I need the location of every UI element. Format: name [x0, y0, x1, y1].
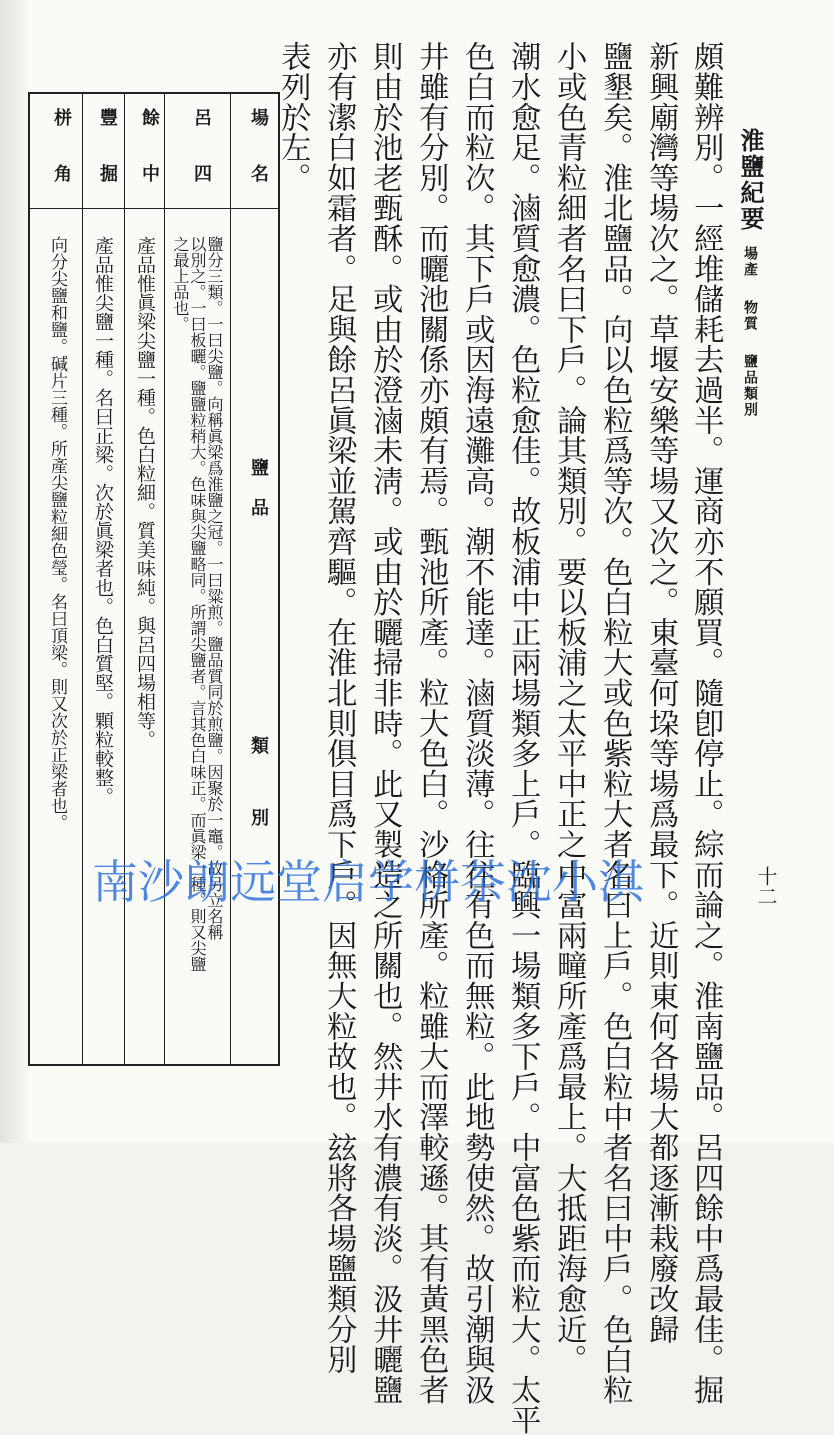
watermark-text: 南沙朗远堂启学栟茶沈小淇	[92, 855, 644, 909]
body-column-6: 色白而粒次。其下戶或因海遠灘高。潮不能達。滷質淡薄。往往有色而無粒。此地勢使然。故引潮與汲	[459, 41, 495, 1405]
body-column-2: 新興廟灣等場次之。草堰安樂等場又次之。東臺何垜等場爲最下。近則東何各場大都逐漸栽廢改歸	[643, 41, 679, 1344]
table-header-category: 類別	[248, 736, 269, 880]
running-header	[736, 128, 765, 418]
table-header-field-name: 場名	[248, 108, 269, 220]
table-header-salt-grade: 鹽品	[248, 458, 269, 538]
body-column-10: 表列於左。	[275, 41, 311, 193]
table-cell-fengjue: 產品惟尖鹽一種。名曰正梁。次於眞梁者也。色白質堅。顆粒較整。	[92, 236, 114, 806]
body-column-9: 亦有潔白如霜者。足與餘呂眞梁並駕齊驅。在淮北則俱目爲下戶。因無大粒故也。玆將各場鹽類分別	[321, 41, 357, 1375]
header-sub-2: 物質	[742, 300, 758, 332]
table-cell-yuzhong: 產品惟眞梁尖鹽一種。色白粒細。質美味純。與呂四場相等。	[134, 236, 156, 749]
table-divider-3	[124, 92, 125, 1066]
page-number: 十二	[754, 866, 778, 906]
table-row-name-fengjue: 豐掘	[97, 108, 118, 220]
header-sub-1: 場產	[742, 246, 758, 278]
header-title: 淮鹽紀要	[736, 128, 765, 232]
body-column-4: 小或色青粒細者名曰下戶。論其類別。要以板浦之太平中正之中富兩疃所產爲最上。大抵距海愈近。	[551, 41, 587, 1375]
table-divider-1	[230, 92, 231, 1066]
body-column-7: 井雖有分別。而曬池關係亦頗有焉。甄池所產。粒大色白。沙格所產。粒雖大而澤較遜。其有黃黑色者	[413, 41, 449, 1405]
body-column-5: 潮水愈足。滷質愈濃。色粒愈佳。故板浦中正兩場類多上戶。臨興一場類多下戶。中富色紫而粒大。太平	[505, 41, 541, 1435]
body-column-8: 則由於池老甄酥。或由於澄滷未淸。或由於曬掃非時。此又製造之所關也。然井水有濃有淡。汲井曬鹽	[367, 41, 403, 1405]
body-column-3: 鹽墾矣。淮北鹽品。向以色粒爲等次。色白粒大或色紫粒大者名曰上戶。色白粒中者名曰中戶。色白粒	[597, 41, 633, 1405]
table-divider-2	[164, 92, 165, 1066]
table-row-name-bingjiao: 栟角	[51, 108, 72, 220]
page-binding-shadow	[0, 0, 28, 1143]
table-row-name-yuzhong: 餘中	[139, 108, 160, 220]
table-cell-lusi-line-1: 鹽分三類。一曰尖鹽。向稱眞梁爲淮鹽之冠。一曰粱煎。鹽品質同於煎鹽。因聚於一竈。故另立名稱	[205, 236, 224, 940]
table-cell-lusi-line-2: 以別之。一曰板曬。鹽鹽粒稍大。色味與尖鹽略同。所謂尖鹽者。言其色白味正。而眞梁一種。則又尖鹽	[188, 236, 207, 972]
table-cell-bingjiao: 向分尖鹽和鹽。碱片三種。所產尖鹽粒細色瑩。名曰頂梁。則又次於正梁者也。	[47, 236, 67, 831]
body-column-1: 頗難辨別。一經堆儲耗去過半。運商亦不願買。隨卽停止。綜而論之。淮南鹽品。呂四餘中爲最佳。掘	[688, 41, 724, 1405]
table-row-name-lusi: 呂四	[191, 108, 212, 220]
header-sub-3: 鹽品類別	[742, 354, 758, 418]
table-cell-lusi-line-3: 之最上品也。	[171, 236, 190, 332]
table-divider-4	[82, 92, 83, 1066]
